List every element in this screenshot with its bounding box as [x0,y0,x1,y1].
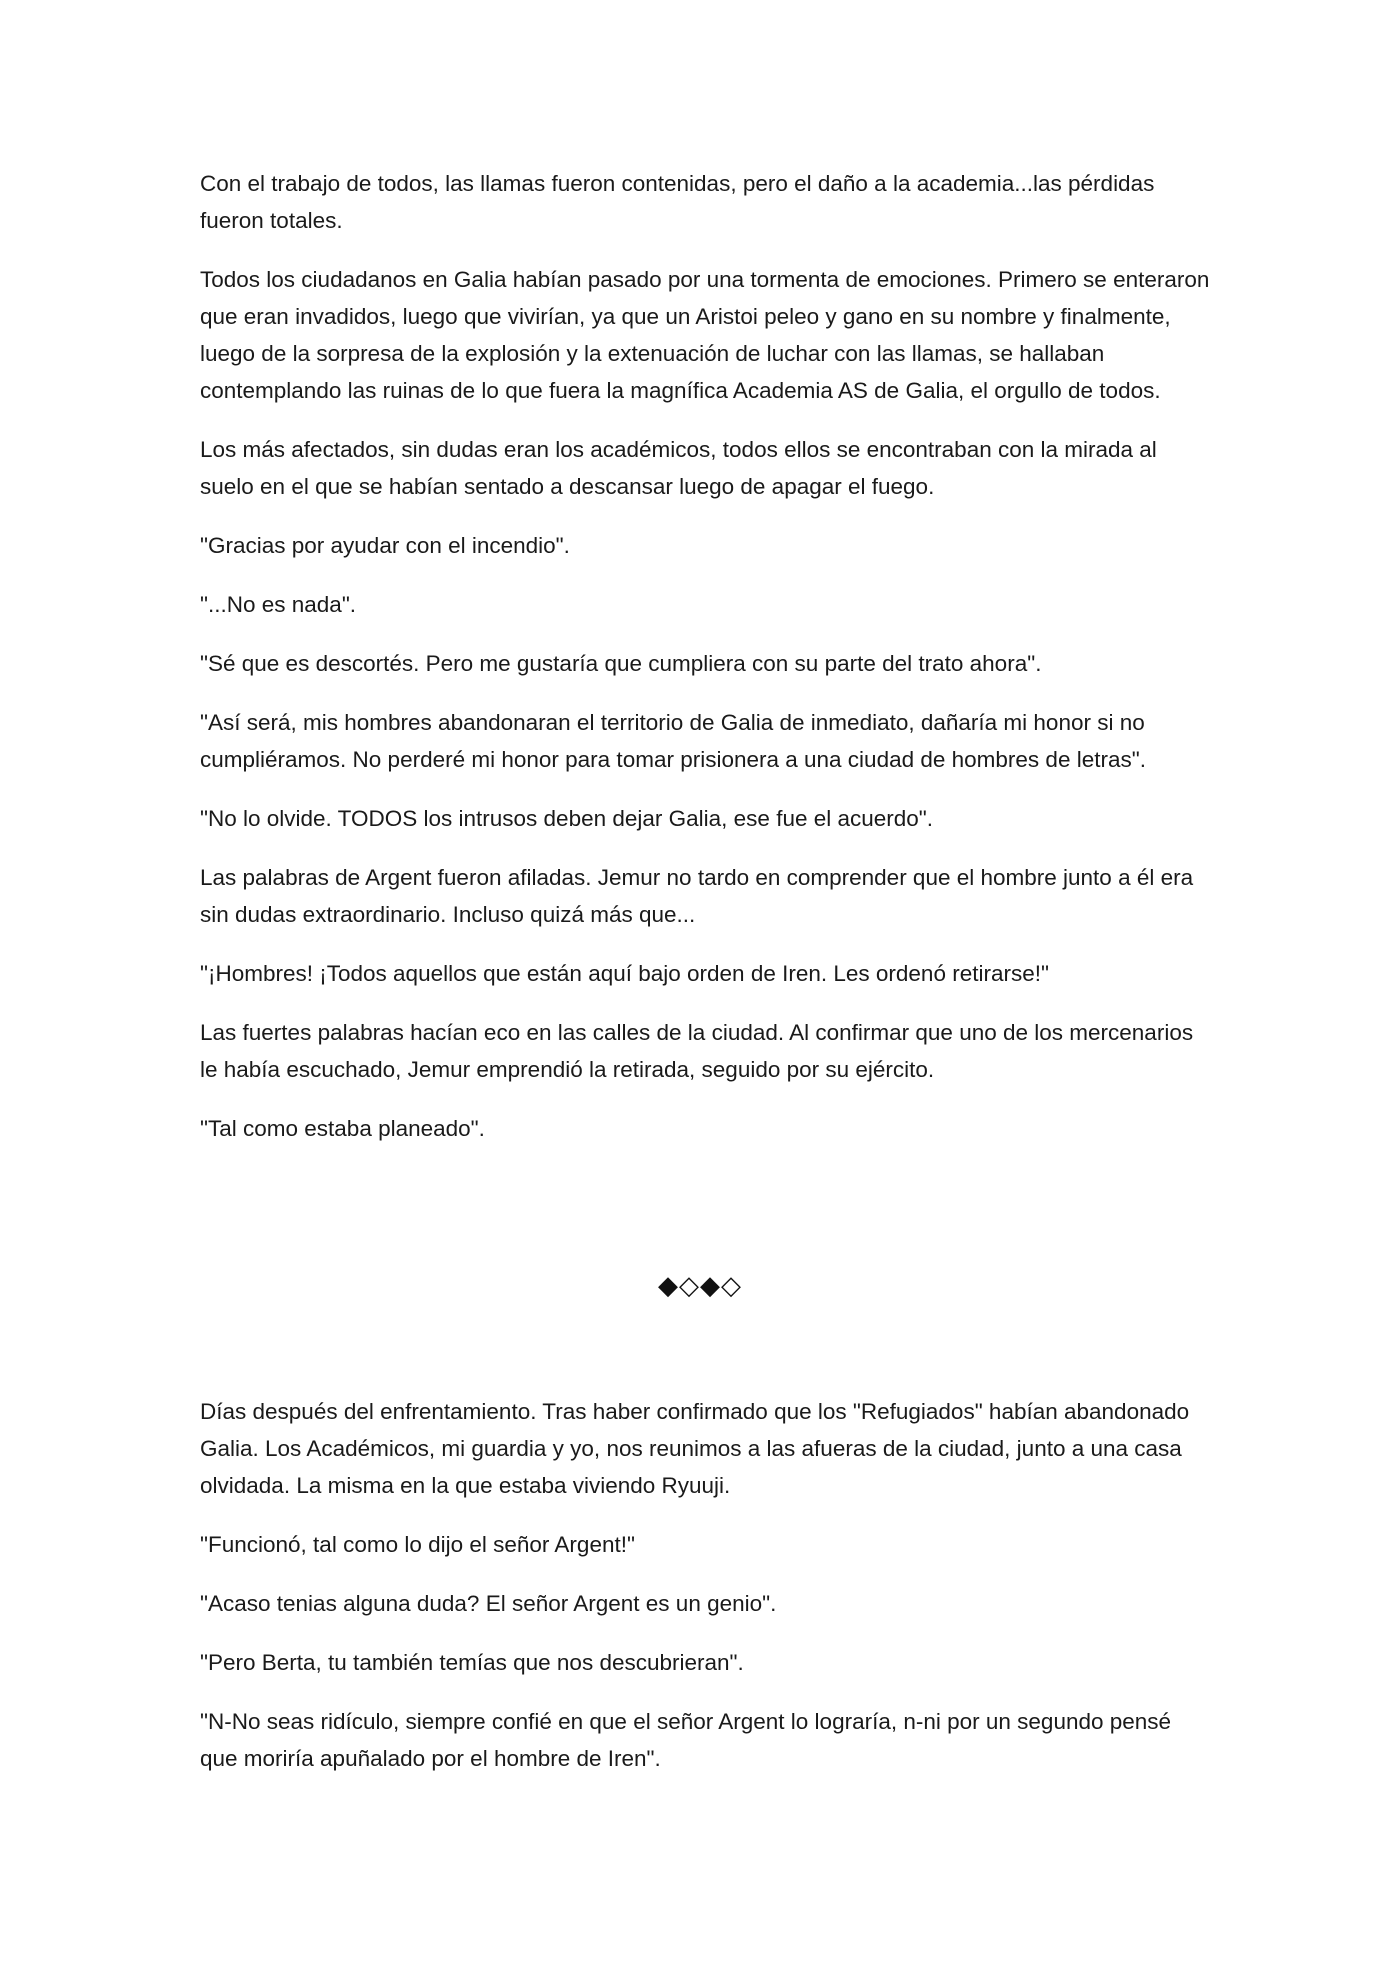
dialogue-line: "Sé que es descortés. Pero me gustaría que cumpliera con su parte del trato ahora". [200,651,1042,676]
dialogue-line: "N-No seas ridículo, siempre confié en que el señor Argent lo lograría, n-ni por un segundo pensé que moriría apuñalado por el hombre de Iren". [200,1709,1172,1771]
dialogue-line: "Gracias por ayudar con el incendio". [200,533,570,558]
paragraph: Con el trabajo de todos, las llamas fueron contenidas, pero el daño a la academia...las pérdidas fueron totales. [200,171,1155,233]
dialogue-line: "Así será, mis hombres abandonaran el territorio de Galia de inmediato, dañaría mi honor si no cumpliéramos. No perderé mi honor para tomar prisionera a una ciudad de hombres de letras". [200,710,1146,772]
dialogue-line: "Pero Berta, tu también temías que nos descubrieran". [200,1650,744,1675]
dialogue-line: "...No es nada". [200,592,357,617]
dialogue-line: "¡Hombres! ¡Todos aquellos que están aquí bajo orden de Iren. Les ordenó retirarse!" [200,961,1049,986]
dialogue-line: "Funcionó, tal como lo dijo el señor Argent!" [200,1532,635,1557]
paragraph: Las fuertes palabras hacían eco en las calles de la ciudad. Al confirmar que uno de los mercenarios le había escuchado, Jemur emprendió la retirada, seguido por su ejército. [200,1020,1194,1082]
text-section-one [200,165,1210,1169]
text-section-two [200,1393,1210,1799]
dialogue-line: "Tal como estaba planeado". [200,1116,485,1141]
paragraph: Días después del enfrentamiento. Tras haber confirmado que los "Refugiados" habían abandonado Galia. Los Académicos, mi guardia y yo, nos reunimos a las afueras de la ciudad, junto a una casa olvidada. La misma en la que estaba viviendo Ryuuji. [200,1399,1190,1498]
paragraph: Las palabras de Argent fueron afiladas. Jemur no tardo en comprender que el hombre junto a él era sin dudas extraordinario. Incluso quizá más que... [200,865,1194,927]
scene-break-separator: ◆◇◆◇ [658,1271,742,1301]
paragraph: Todos los ciudadanos en Galia habían pasado por una tormenta de emociones. Primero se enteraron que eran invadidos, luego que vivirían, ya que un Aristoi peleo y gano en su nombre y finalmente, luego de la sorpresa de la explosión y la extenuación de luchar con las llamas, se hallaban contemplando las ruinas de lo que fuera la magnífica Academia AS de Galia, el orgullo de todos. [200,267,1210,403]
dialogue-line: "Acaso tenias alguna duda? El señor Argent es un genio". [200,1591,777,1616]
dialogue-line: "No lo olvide. TODOS los intrusos deben dejar Galia, ese fue el acuerdo". [200,806,934,831]
paragraph: Los más afectados, sin dudas eran los académicos, todos ellos se encontraban con la mirada al suelo en el que se habían sentado a descansar luego de apagar el fuego. [200,437,1157,499]
